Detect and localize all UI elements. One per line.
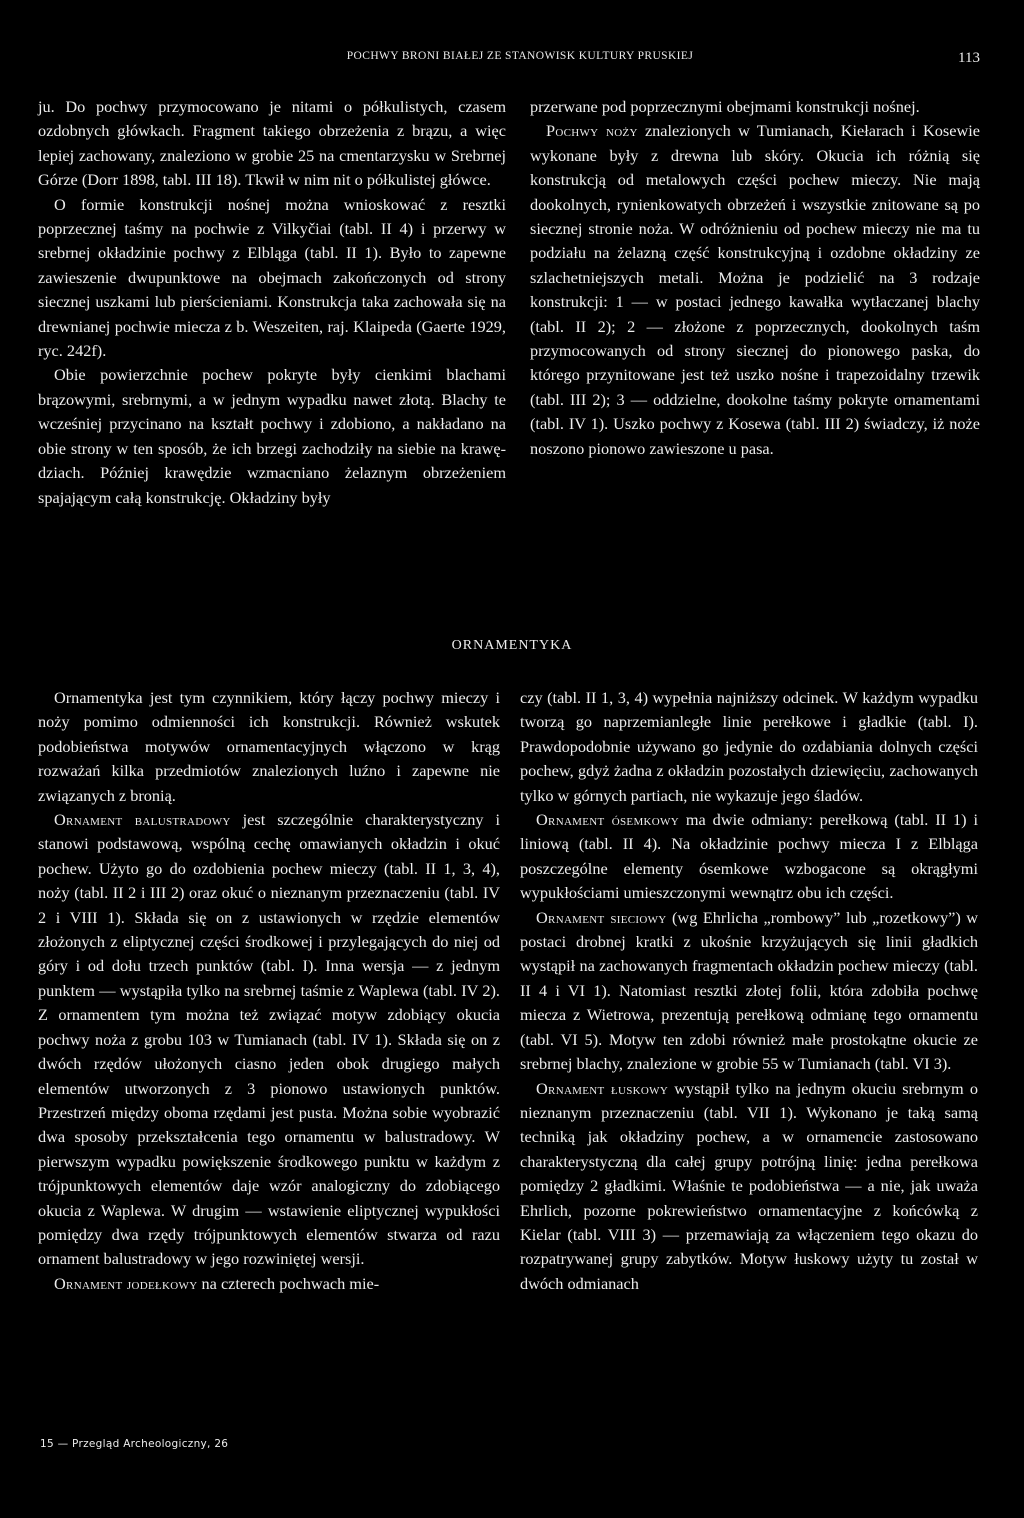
paragraph-text: (wg Ehrlicha „rombowy” lub „rozetkowy”) w postaci drobnej kratki z ukośnie krzyżujących się linii gładkich wystąpił na zachowanych fragmentach okładzin pochew mieczy (tabl. II 4 i VI 1). Natomiast resztki złotej folii, która zdobiła pochwę miecza z Wietrowa, prezentują perełkową odmianę tego ornamentu (tabl. VI 5). Motyw ten zdobi również małe prostokątne okucie ze srebrnej blachy, znalezione w grobie 55 w Tumianach (tabl. VI 3). (520, 907, 978, 1074)
paragraph-text: znalezionych w Tumianach, Kiełarach i Kosewie wykonane były z drewna lub skóry. Okucia ich różnią się konstrukcją od metalowych części pochew mieczy. Nie mają dookolnych, rynienkowatych obrzeżeń i wszystkie znitowane są po siecznej stronie noża. W odróżnieniu od pochew mieczy nie ma tu podziału na żelazną część konstrukcyjną i ozdobne okładziny ze szlachetniejszych metali. Można je podzielić na 3 rodzaje konstrukcji: 1 — w postaci jednego kawałka wytłaczanej blachy (tabl. II 2); 2 — złożone z poprzecznych, dookolnych taśm przymocowanych od strony siecznej do pionowego paska, do którego przynitowane jest też uszko nośne i trapezoidalny trzewik (tabl. III 2); 3 — oddzielne, dookolne taśmy pokryte ornamentami (tabl. IV 1). Uszko pochwy z Kosewa (tabl. III 2) świadczy, iż noże noszono pionowo zawieszone u pasa. (530, 121, 980, 458)
top-right-column (530, 95, 980, 461)
paragraph (520, 808, 978, 906)
paragraph-lead: Ornament łuskowy (536, 1078, 669, 1098)
paragraph: Obie powierzchnie pochew pokryte były cienkimi blachami brązowymi, srebrnymi, a w jednym wypadku nawet złotą. Blachy te wcześniej przycinano na kształt pochwy i zdobiono, a nakładano na obie strony w ten sposób, że ich brzegi zachodziły na siebie na krawędziach. Później krawędzie wzmacniano żelaznym obrzeżeniem spajającym całą konstrukcję. Okładziny były (38, 365, 506, 507)
paragraph-lead: Ornament balustradowy (54, 810, 231, 830)
paragraph-text: jest szczególnie charakterystyczny i stanowi podstawową, wspólną cechę omawianych okładzin i okuć pochew. Użyto go do ozdobienia pochew mieczy (tabl. II 1, 3, 4), noży (tabl. II 2 i III 2) oraz okuć o nieznanym przeznaczeniu (tabl. IV 2 i VIII 1). Składa się on z ustawionych w rzędzie elementów złożonych z eliptycznej części środkowej i przylegających do niej od góry i od dołu trzech punktów (tabl. I). Inna wersja — z jednym punktem — wystąpiła tylko na srebrnej taśmie z Waplewa (tabl. IV 2). Z ornamentem tym można też związać motyw zdobiący okucia pochwy noża z grobu 103 w Tumianach (tabl. IV 1). Składa się on z dwóch rzędów ułożonych ciasno jeden obok drugiego małych elementów utworzonych z 3 pionowo ustawionych punktów. Przestrzeń między oboma rzędami jest pusta. Można sobie wyobrazić dwa sposoby przekształcenia tego ornamentu w balustradowy. W pierwszym wypadku powiększenie środkowego punktu w każdym z trójpunktowych elementów daje wzór analogiczny do zdobiącego okucia z Waplewa. W drugim — wstawienie eliptycznej wypukłości pomiędzy dwa rzędy trójpunktowych elementów stwarza od razu ornament balustradowy w jego rozwiniętej wersji. (38, 810, 501, 1269)
bottom-left-column (38, 686, 500, 1296)
paragraph-text: wystąpił tylko na jednym okuciu srebrnym o nieznanym przeznaczeniu (tabl. VII 1). Wykonano je taką samą techniką jak okładziny pochew, a w ornamencie zastosowano charakterystyczną dla całej grupy potrójną linię: jedna perełkowa pomiędzy 2 gładkimi. Właśnie te podobieństwa — a nie, jak uważa Ehrlich, pozorne pokrewieństwo ornamentacyjne z końcówką z Kielar (tabl. VIII 3) — przemawiają za włączeniem tego okazu do rozpatrywanej grupy zabytków. Motyw łuskowy użyty tu został w dwóch odmianach (520, 1078, 979, 1293)
top-left-column (38, 95, 506, 510)
paragraph-text: ma dwie odmiany: perełkową (tabl. II 1) i liniową (tabl. II 4). Na okładzinie pochwy miecza I z Elbląga poszczególne elementy ósemkowe wzbogacone są okrągłymi wypukłościami umieszczonymi wewnątrz obu ich części. (520, 810, 978, 903)
paragraph (520, 1077, 978, 1297)
running-head: POCHWY BRONI BIAŁEJ ZE STANOWISK KULTURY PRUSKIEJ (346, 50, 694, 62)
paragraph (38, 1272, 500, 1296)
paragraph: czy (tabl. II 1, 3, 4) wypełnia najniższy odcinek. W każdym wypadku tworzą go naprzemianległe linie perełkowe i gładkie (tabl. I). Prawdopodobnie używano go jedynie do ozdabiania dolnych części pochew, gdyż żadna z okładzin pozostałych dziewięciu, zachowanych tylko w górnych partiach, nie wykazuje jego śladów. (520, 688, 978, 805)
paragraph: Ornamentyka jest tym czynnikiem, który łączy pochwy mieczy i noży pomimo odmienności ich konstrukcji. Również wskutek podobieństwa motywów ornamentacyjnych włączono w krąg rozważań kilka przedmiotów znalezionych luźno i zapewne nie związanych z bronią. (38, 688, 500, 805)
paragraph-lead: Ornament jodełkowy (54, 1273, 198, 1293)
page-number: 113 (958, 50, 980, 66)
paragraph-lead: Ornament sieciowy (536, 907, 667, 927)
paragraph: przerwane pod poprzecznymi obejmami konstrukcji nośnej. (530, 97, 920, 116)
paragraph-lead: Ornament ósemkowy (536, 810, 679, 830)
paragraph-lead: Pochwy noży (546, 121, 638, 141)
paragraph (520, 906, 978, 1077)
paragraph (530, 119, 980, 461)
paragraph-text: na czterech pochwach mie- (197, 1273, 380, 1293)
paragraph: O formie konstrukcji nośnej można wnioskować z resztki poprzecznej taśmy na pochwie z Vilkyčiai (tabl. II 4) i przerwy w srebrnej okładzinie pochwy z Elbląga (tabl. II 1). Było to zapewne zawieszenie dwupunktowe na obejmach zakończonych od strony siecznej uszkami lub pierścieniami. Konstrukcja taka zachowała się na drewnianej pochwie miecza z b. Weszeiten, raj. Klaipeda (Gaerte 1929, ryc. 242f). (38, 194, 506, 361)
footnote: 15 — Przegląd Archeologiczny, 26 (40, 1438, 229, 1450)
paragraph: ju. Do pochwy przymocowano je nitami o półkulistych, czasem ozdobnych główkach. Fragment takiego obrzeżenia z brązu, a więc lepiej zachowany, znaleziono w grobie 25 na cmentarzysku w Srebrnej Górze (Dorr 1898, tabl. III 18). Tkwił w nim nit o półkulistej główce. (38, 97, 506, 190)
bottom-right-column (520, 686, 978, 1296)
paragraph (38, 808, 500, 1272)
section-title: ORNAMENTYKA (451, 638, 573, 653)
